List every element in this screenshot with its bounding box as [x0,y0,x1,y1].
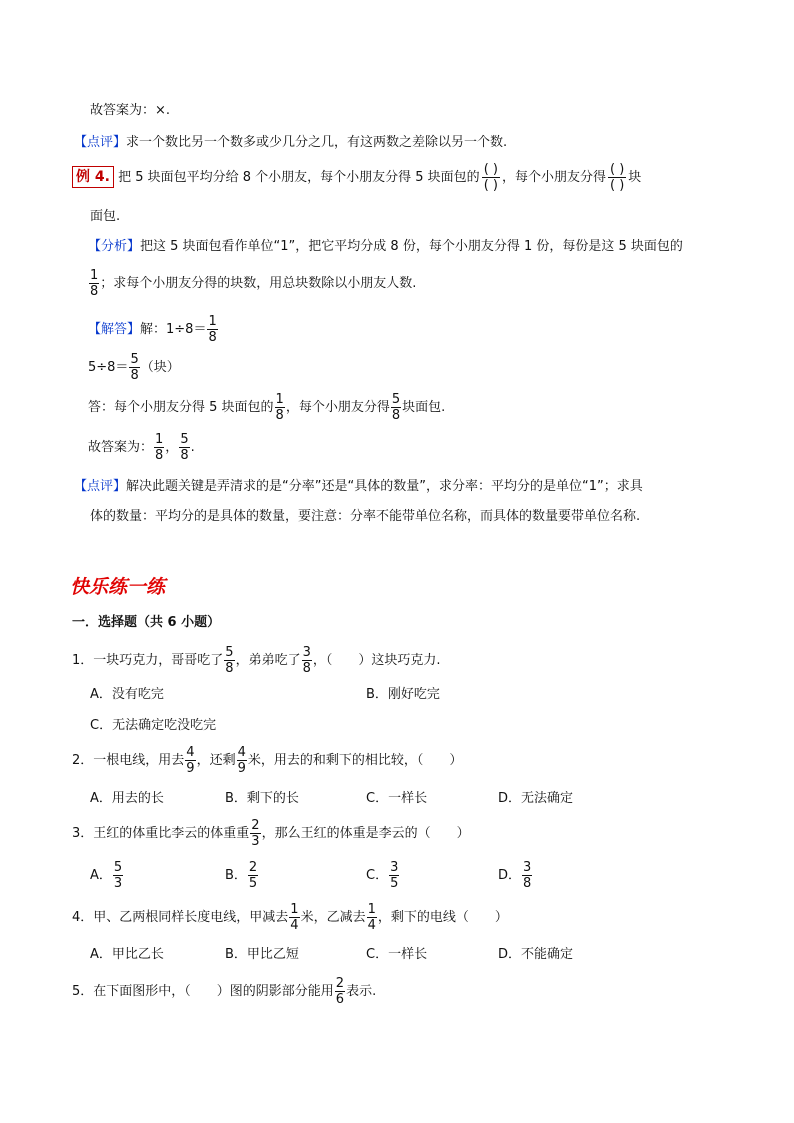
section-subheading: 一．选择题（共 6 小题） [72,615,221,630]
example-text-b: ，每个小朋友分得 [501,170,606,185]
frac-den: 5 [390,876,399,891]
question-4 [72,902,508,934]
frac-den: 8 [391,408,401,423]
blank-num: ( ) [609,162,625,177]
final-answer-line [88,432,195,464]
comment-text-1: 解决此题关键是弄清求的是“分率”还是“具体的数量”，求分率：平均分的是单位“1”；求具 [126,479,643,494]
fraction [289,903,299,932]
question-number: 5． [72,984,94,999]
frac-den: 6 [335,992,345,1007]
frac-num: 3 [523,860,532,875]
answer-prefix: 故答案为： [90,103,156,118]
question-text: 王红的体重比李云的体重重 [93,826,250,841]
frac-num: 4 [186,745,195,760]
frac-den: 9 [186,761,195,776]
question-text: 在下面图形中，（ ）图的阴影部分能用 [93,984,334,999]
separator: ， [165,440,179,455]
fraction [275,393,285,422]
question-2 [72,745,462,777]
answer-value: × [155,103,166,118]
question-number: 2． [72,753,94,768]
frac-den: 8 [302,661,311,676]
question-number: 1． [72,653,94,668]
solution-tag: 【解答】 [88,322,141,337]
fraction [522,861,532,890]
question-5 [72,976,376,1008]
comment-tag: 【点评】 [74,479,127,494]
analysis-line-2 [88,268,416,300]
option-c[interactable]: C．一样长 [366,947,428,962]
comment-text: 求一个数比另一个数多或少几分之几，有这两数之差除以另一个数. [126,135,508,150]
frac-den: 8 [523,876,532,891]
blank-den: ( ) [483,178,498,193]
frac-num: 5 [225,645,234,660]
fraction [129,353,139,382]
analysis-text-1: 把这 5 块面包看作单位“1”，把它平均分成 8 份，每个小朋友分得 1 份，每份是这 5 块面包的 [140,239,683,254]
fraction [250,819,260,848]
frac-den: 3 [251,834,260,849]
option-a[interactable]: A．用去的长 [90,791,164,806]
solution-line-1 [88,314,219,346]
frac-den: 8 [155,448,164,463]
option-b[interactable]: B．刚好吃完 [366,687,440,702]
question-text: 一块巧克力，哥哥吃了 [93,653,224,668]
final-prefix: 故答案为： [88,440,154,455]
blank-num: ( ) [483,162,498,177]
analysis-text-2: ；求每个小朋友分得的块数，用总块数除以小朋友人数. [100,276,417,291]
question-text: 甲、乙两根同样长度电线，甲减去 [93,910,289,925]
frac-num: 5 [180,432,189,447]
question-text: ，那么王红的体重是李云的（ ） [261,826,470,841]
fraction [367,903,377,932]
answer-line [90,102,170,120]
option-a[interactable]: A．没有吃完 [90,687,164,702]
question-text: 米，用去的和剩下的相比较，（ ） [247,753,463,768]
frac-num: 1 [367,902,376,917]
unit: （块） [140,360,180,375]
answer-blank-2 [608,163,626,192]
frac-den: 3 [113,876,123,891]
frac-den: 8 [208,330,217,345]
frac-num: 1 [290,902,299,917]
frac-den: 5 [248,876,258,891]
analysis-tag: 【分析】 [88,239,141,254]
frac-num: 2 [248,860,258,875]
frac-den: 4 [367,918,376,933]
answer-blank-1 [482,163,500,192]
frac-num: 2 [335,976,345,991]
option-d[interactable] [498,860,533,892]
question-3 [72,818,470,850]
frac-num: 3 [390,860,399,875]
solution-line-2 [88,352,180,384]
question-text: 一根电线，用去 [93,753,185,768]
example-text-c: 块 [628,170,642,185]
frac-den: 8 [90,284,99,299]
frac-num: 5 [130,352,139,367]
fraction [335,977,345,1006]
blank-den: ( ) [609,178,625,193]
option-b[interactable]: B．甲比乙短 [225,947,299,962]
question-number: 3． [72,826,94,841]
analysis-line-1 [88,238,683,256]
question-text: ，（ ）这块巧克力. [312,653,441,668]
fraction [154,433,164,462]
option-a[interactable] [90,860,124,892]
fraction [179,433,189,462]
solution-text: 5÷8＝ [88,360,129,375]
example-text-a: 把 5 块面包平均分给 8 个小朋友，每个小朋友分得 5 块面包的 [118,170,480,185]
frac-num: 1 [90,268,99,283]
comment-tag: 【点评】 [74,135,127,150]
question-text: 表示. [346,984,377,999]
question-1 [72,645,441,677]
option-label: A． [90,868,112,883]
comment-text-2: 体的数量：平均分的是具体的数量，要注意：分率不能带单位名称，而具体的数量要带单位名称. [90,509,641,524]
option-c[interactable] [366,860,400,892]
option-d[interactable]: D．无法确定 [498,791,574,806]
solution-text: 解：1÷8＝ [140,322,207,337]
fraction [185,746,195,775]
frac-num: 5 [113,860,123,875]
frac-num: 3 [302,645,311,660]
frac-den: 8 [130,368,139,383]
option-d[interactable]: D．不能确定 [498,947,574,962]
frac-den: 8 [225,661,234,676]
option-label: B． [225,868,247,883]
question-text: ，还剩 [196,753,236,768]
answer-text-c: 块面包. [402,400,446,415]
option-label: C． [366,868,389,883]
answer-end: . [165,103,171,118]
answer-text-b: ，每个小朋友分得 [285,400,390,415]
answer-text-a: 答：每个小朋友分得 5 块面包的 [88,400,274,415]
fraction [248,861,258,890]
fraction [113,861,123,890]
fraction [389,861,399,890]
example-4-line [72,160,641,196]
frac-num: 2 [251,818,260,833]
frac-den: 9 [237,761,246,776]
fraction [302,646,312,675]
question-number: 4． [72,910,94,925]
fraction [207,315,217,344]
option-b[interactable]: B．剩下的长 [225,791,299,806]
option-label: D． [498,868,522,883]
frac-den: 8 [180,448,189,463]
question-text: 米，乙减去 [300,910,366,925]
frac-den: 8 [275,408,284,423]
fraction [237,746,247,775]
question-text: ，弟弟吃了 [235,653,301,668]
frac-num: 5 [391,392,401,407]
frac-num: 1 [208,314,217,329]
example-text-d: 面包. [90,209,121,224]
frac-num: 1 [155,432,164,447]
option-b[interactable] [225,860,259,892]
section-title: 快乐练一练 [70,576,166,598]
final-end: . [190,440,195,455]
frac-den: 4 [290,918,299,933]
frac-num: 1 [275,392,284,407]
frac-num: 4 [237,745,246,760]
fraction [89,269,99,298]
comment-line [74,134,507,152]
fraction [224,646,234,675]
example-label: 例 4. [72,166,114,188]
option-a[interactable]: A．甲比乙长 [90,947,164,962]
option-c[interactable]: C．无法确定吃没吃完 [90,718,217,733]
question-text: ，剩下的电线（ ） [377,910,508,925]
comment-line-2 [74,478,643,496]
fraction [391,393,401,422]
answer-sentence [88,392,445,424]
option-c[interactable]: C．一样长 [366,791,428,806]
